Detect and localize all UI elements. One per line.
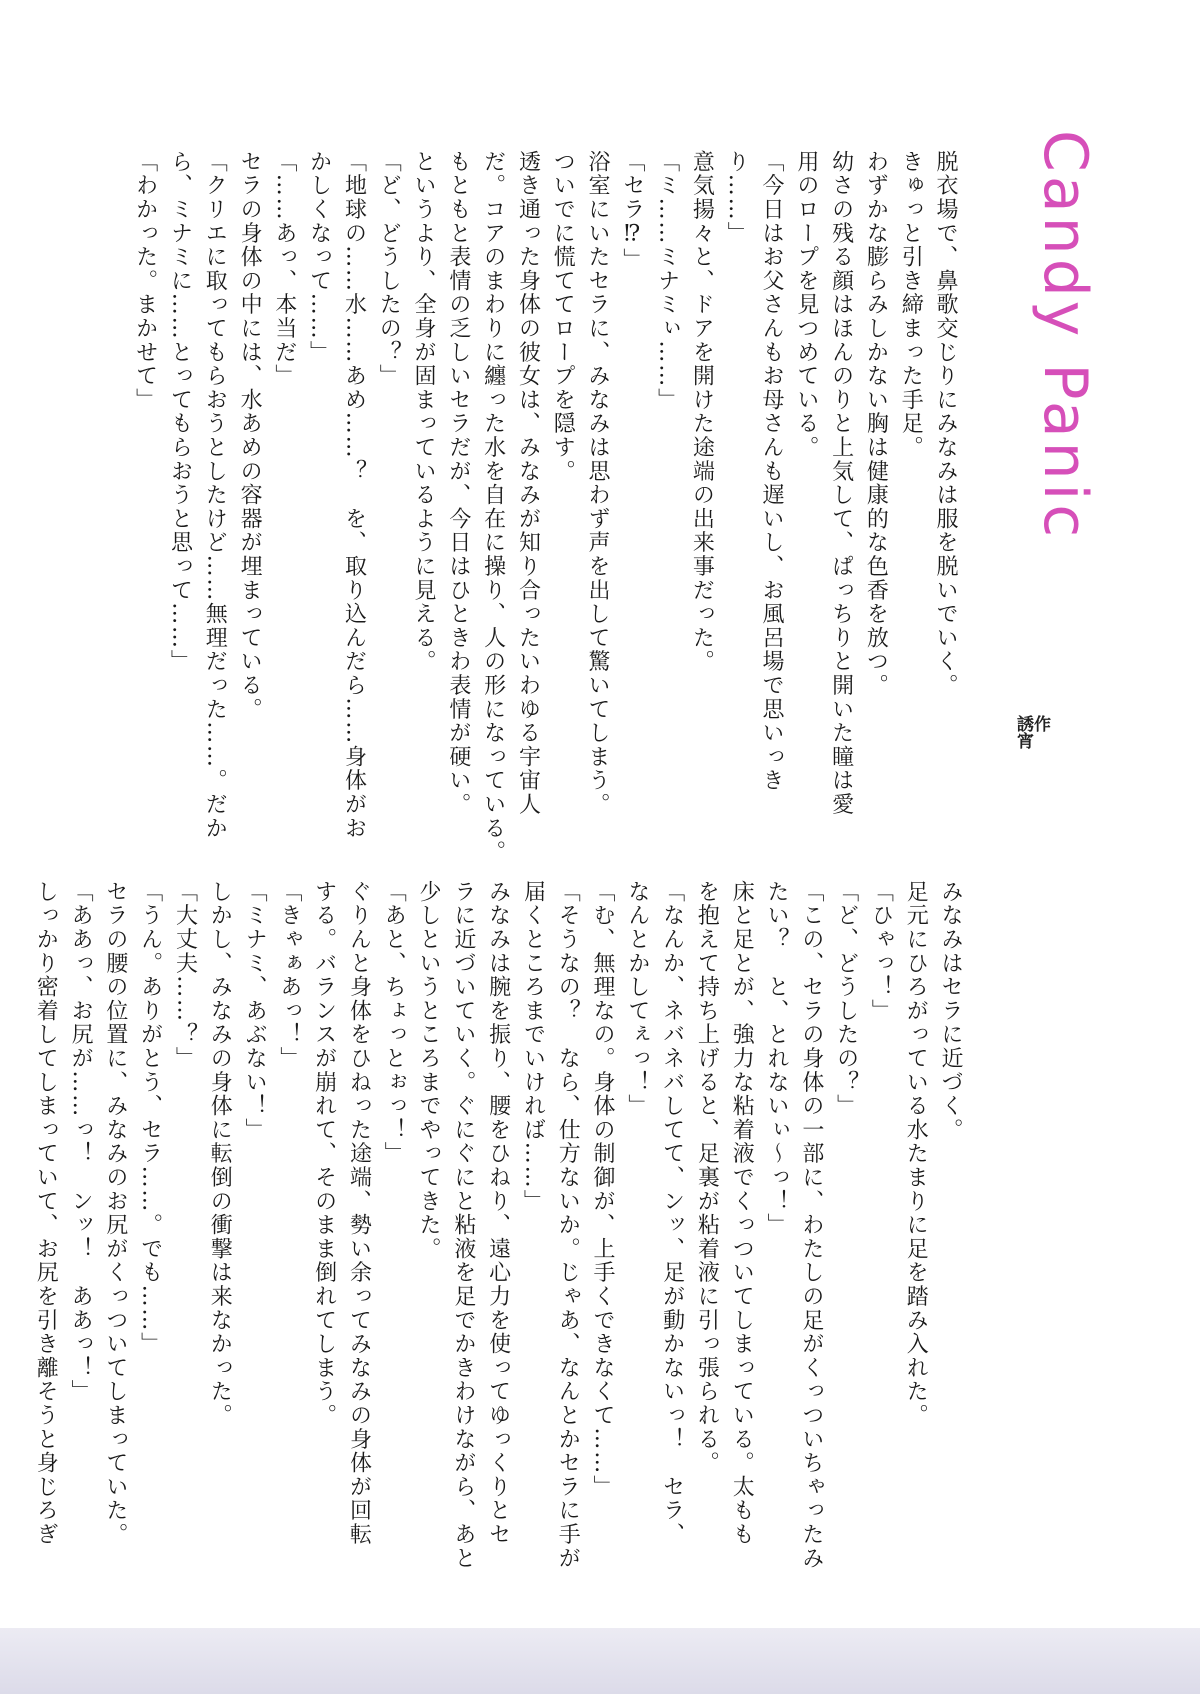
text-line: 「む、無理なの。身体の制御が、上手くできなくて……」 [590, 880, 616, 1499]
text-line: セラの身体の中には、水あめの容器が埋まっている。 [237, 150, 263, 722]
text-line: 「わかった。まかせて」 [132, 150, 158, 412]
text-line: 幼さの残る顔はほんのりと上気して、ぱっちりと開いた瞳は愛 [828, 150, 854, 817]
text-line: 「ミナミ、あぶない！」 [242, 880, 268, 1142]
text-line: 浴室にいたセラに、みなみは思わず声を出して驚いてしまう。 [585, 150, 611, 817]
author-label: 作 [1030, 715, 1050, 732]
text-line: 用のロープを見つめている。 [793, 150, 819, 460]
text-line: かしくなって……」 [306, 150, 332, 365]
text-line: 「ああっ、お尻が……っ！ ンッ！ ああっ！」 [68, 880, 94, 1404]
text-line: 「大丈夫……？」 [172, 880, 198, 1071]
text-line: きゅっと引き締まった手足。 [898, 150, 924, 460]
text-line: 「うん。ありがとう、セラ……。でも……」 [137, 880, 163, 1356]
text-line: を抱えて持ち上げると、足裏が粘着液に引っ張られる。 [694, 880, 720, 1475]
text-line: だ。コアのまわりに纏った水を自在に操り、人の形になっている。 [480, 150, 506, 864]
footer-band [0, 1628, 1200, 1694]
text-block-top [127, 150, 962, 864]
text-line: 脱衣場で、鼻歌交じりにみなみは服を脱いでいく。 [933, 150, 958, 698]
text-line: 床と足とが、強力な粘着液でくっついてしまっている。太もも [729, 880, 755, 1547]
text-line: 「クリエに取ってもらおうとしたけど……無理だった……。だか [202, 150, 228, 841]
text-line: 「そうなの？ なら、仕方ないか。じゃあ、なんとかセラに手が [555, 880, 581, 1571]
author-credit [1014, 715, 1048, 749]
story-title: Candy Panic [1030, 130, 1100, 542]
text-line: 意気揚々と、ドアを開けた途端の出来事だった。 [689, 150, 715, 674]
text-line: する。バランスが崩れて、そのまま倒れてしまう。 [311, 880, 337, 1428]
text-line: 「この、セラの身体の一部に、わたしの足がくっついちゃったみ [798, 880, 824, 1571]
text-line: 「ど、どうしたの？」 [833, 880, 859, 1118]
text-line: 少しというところまでやってきた。 [416, 880, 442, 1261]
text-line: 「地球の……水……あめ……？ を、取り込んだら……身体がお [341, 150, 367, 841]
text-line: 「あと、ちょっとぉっ！」 [381, 880, 407, 1166]
text-block-bottom [27, 880, 967, 1571]
text-line: ラに近づいていく。ぐにぐにと粘液を足でかきわけながら、あと [450, 880, 476, 1571]
text-line: セラの腰の位置に、みなみのお尻がくっついてしまっていた。 [102, 880, 128, 1547]
text-line: しっかり密着してしまっていて、お尻を引き離そうと身じろぎ [33, 880, 59, 1547]
text-line: もともと表情の乏しいセラだが、今日はひときわ表情が硬い。 [445, 150, 471, 817]
text-line: みなみは腕を振り、腰をひねり、遠心力を使ってゆっくりとセ [485, 880, 511, 1547]
text-line: ら、ミナミに……とってもらおうと思って……」 [167, 150, 193, 674]
text-line: り……」 [724, 150, 750, 246]
text-line: たい？ と、とれないぃ〜っ！」 [764, 880, 790, 1237]
text-line: 届くところまでいければ……」 [520, 880, 546, 1214]
text-line: 「……あっ、本当だ」 [271, 150, 297, 388]
text-line: わずかな膨らみしかない胸は健康的な色香を放つ。 [863, 150, 889, 698]
text-line: 「ど、どうしたの？」 [376, 150, 402, 388]
text-line: 足元にひろがっている水たまりに足を踏み入れた。 [903, 880, 929, 1428]
text-line: ぐりんと身体をひねった途端、勢い余ってみなみの身体が回転 [346, 880, 372, 1547]
text-line: ついでに慌ててロープを隠す。 [550, 150, 576, 484]
text-line: 透き通った身体の彼女は、みなみが知り合ったいわゆる宇宙人 [515, 150, 541, 817]
text-line: 「今日はお父さんもお母さんも遅いし、お風呂場で思いっき [759, 150, 785, 793]
text-line: みなみはセラに近づく。 [938, 880, 963, 1142]
text-line: なんとかしてぇっ！」 [624, 880, 650, 1118]
text-line: 「きゃぁあっ！」 [276, 880, 302, 1071]
text-line: というより、全身が固まっているように見える。 [411, 150, 437, 674]
text-line: 「ミ……ミナミぃ……」 [654, 150, 680, 412]
text-line: 「なんか、ネバネバしてて、ンッ、足が動かないっ！ セラ、 [659, 880, 685, 1547]
author-name: 誘宵 [1013, 715, 1033, 749]
text-line: 「ひゃっ！」 [868, 880, 894, 1023]
text-line: しかし、みなみの身体に転倒の衝撃は来なかった。 [207, 880, 233, 1428]
text-line: 「セラ⁉」 [619, 150, 645, 272]
